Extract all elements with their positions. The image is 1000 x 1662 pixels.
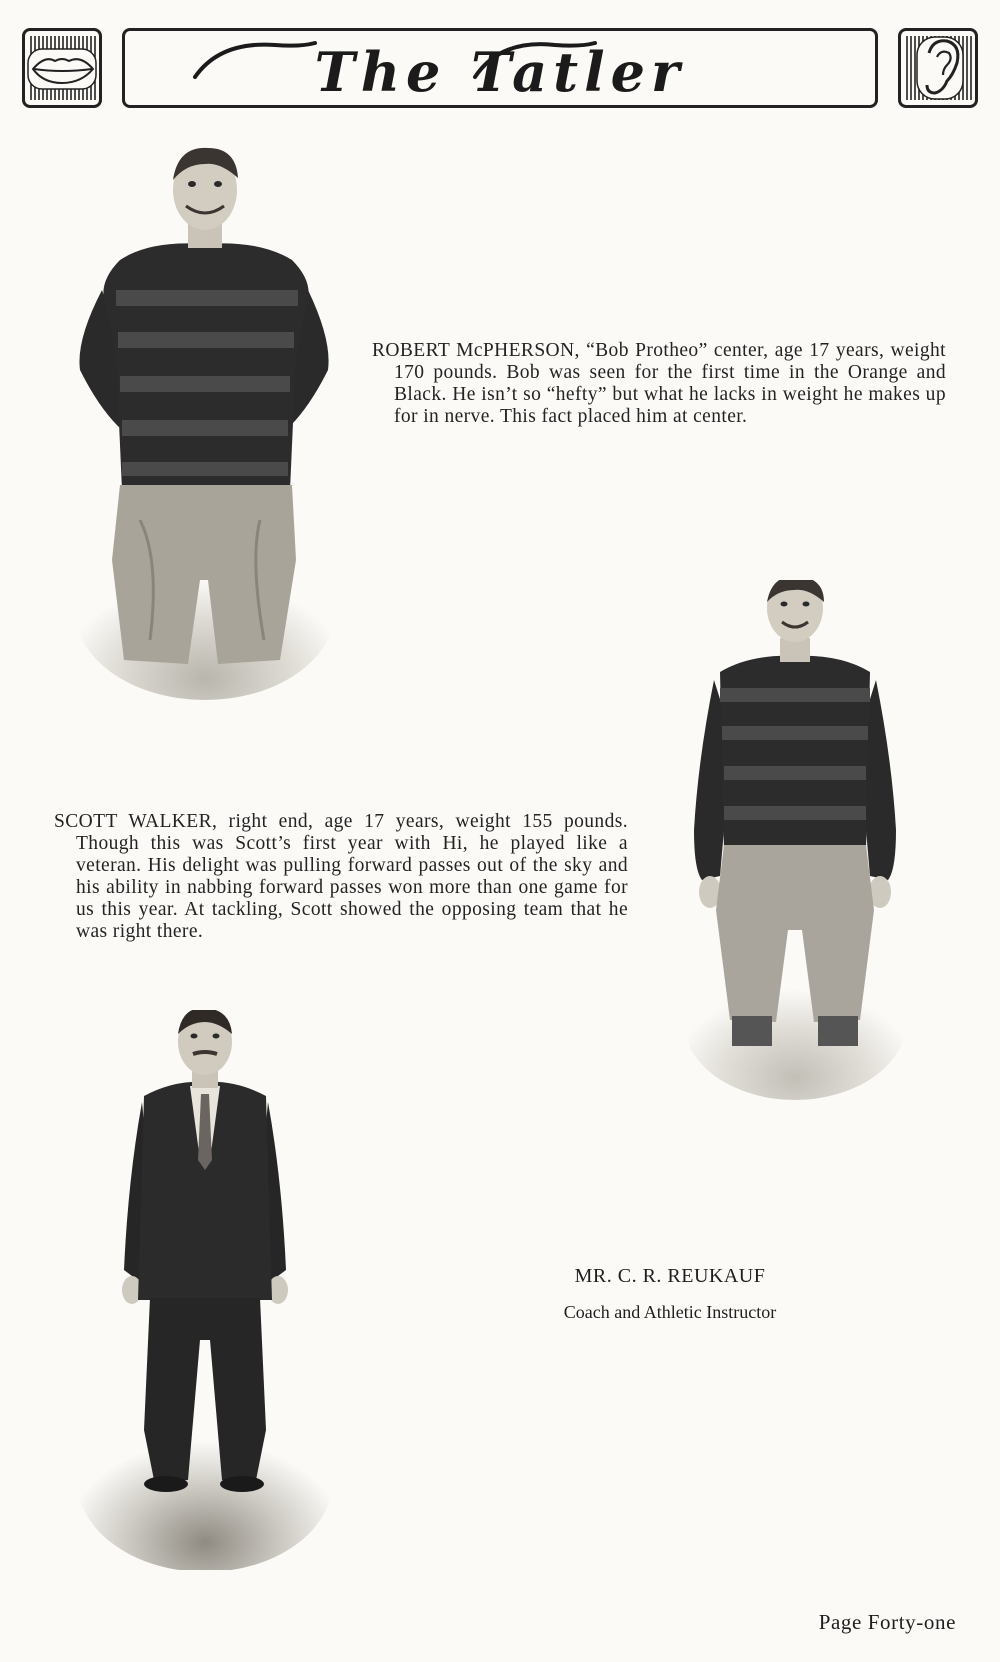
player-photo-walker bbox=[680, 580, 910, 1100]
coach-title: Coach and Athletic Instructor bbox=[563, 1302, 777, 1322]
title-frame bbox=[122, 28, 878, 108]
header-banner bbox=[22, 28, 978, 112]
page-title bbox=[125, 31, 875, 105]
coach-photo bbox=[70, 1010, 340, 1570]
bio-mcpherson bbox=[372, 340, 946, 428]
lips-icon bbox=[22, 28, 102, 108]
bio-walker-text: SCOTT WALKER, right end, age 17 years, weight 155 pounds. Though this was Scott’s first year with Hi, he played like a veteran. His delight was pulling forward passes out of the sky and his ability in nabbing forward passes won more than one game for us this year. At tackling, Scott showed the opposing team that he was right there. bbox=[54, 811, 628, 942]
page-number: Page Forty-one bbox=[818, 1610, 956, 1634]
bio-mcpherson-text: ROBERT McPHERSON, “Bob Protheo” center, age 17 years, weight 170 pounds. Bob was seen for the first time in the Orange and Black. He isn’t so “hefty” but what he lacks in weight he makes up for in nerve. This fact placed him at center. bbox=[372, 340, 946, 427]
coach-name: MR. C. R. REUKAUF bbox=[574, 1265, 766, 1287]
page-title-text: The Tatler bbox=[314, 40, 686, 104]
ear-icon bbox=[898, 28, 978, 108]
player-photo-mcpherson bbox=[60, 140, 350, 700]
bio-walker bbox=[54, 811, 628, 943]
